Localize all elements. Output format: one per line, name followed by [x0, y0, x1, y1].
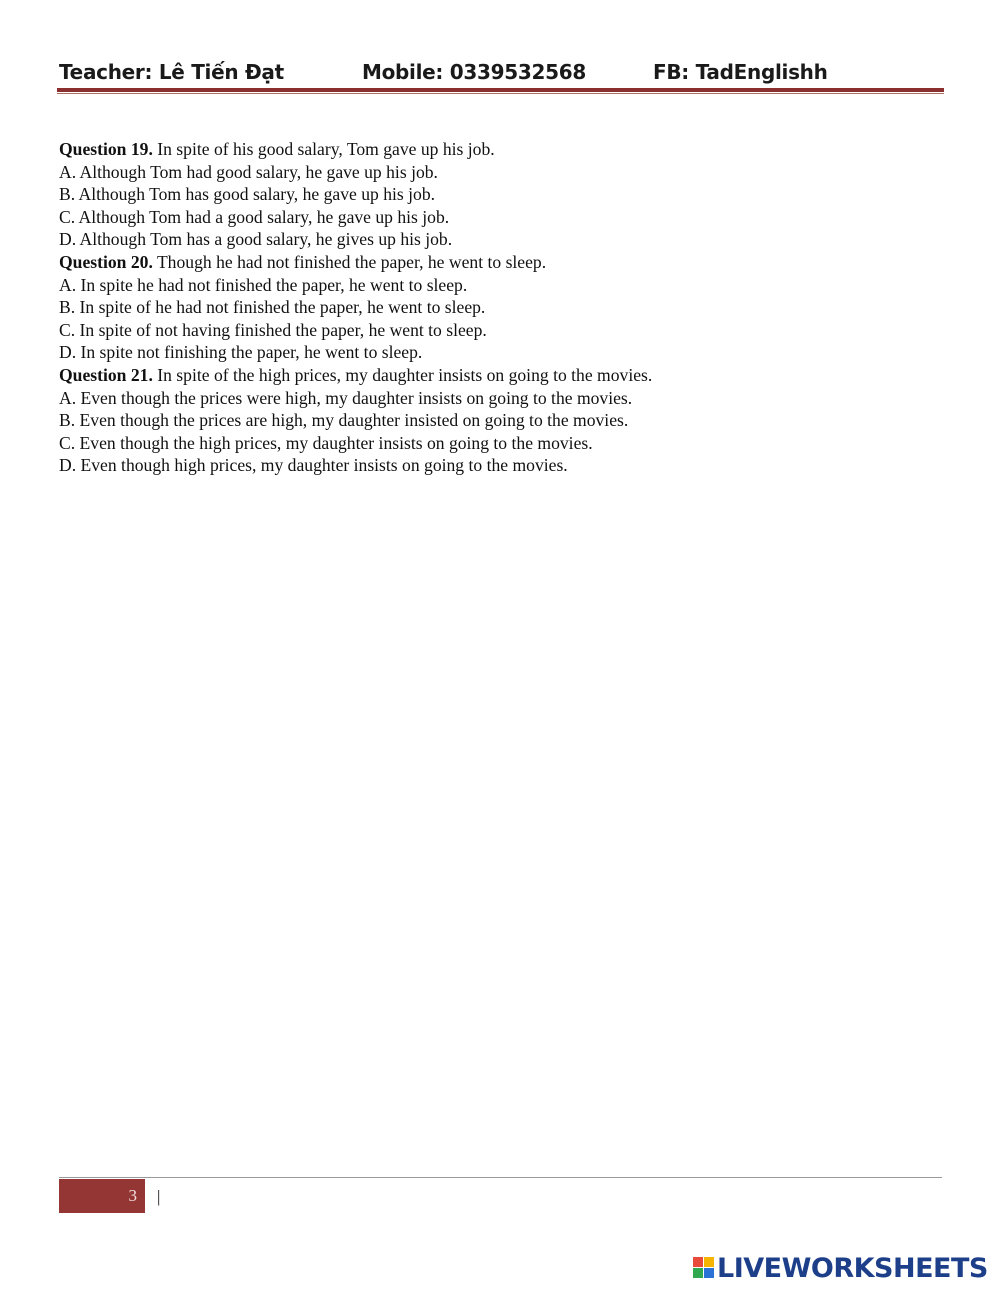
option-b: B. Although Tom has good salary, he gave up his job.	[59, 184, 436, 205]
liveworksheets-icon	[693, 1257, 715, 1279]
question-label: Question 21.	[59, 364, 153, 385]
question-label: Question 19.	[59, 139, 153, 159]
page-header	[59, 58, 943, 88]
question-line	[59, 364, 939, 387]
footer-rule	[59, 1177, 942, 1178]
footer-separator: |	[157, 1187, 161, 1206]
page-number: 3	[59, 1179, 145, 1213]
option-d: D. In spite not finishing the paper, he went to sleep.	[59, 342, 423, 363]
option-d: D. Even though high prices, my daughter insists on going to the movies.	[59, 455, 568, 476]
header-mobile: Mobile: 0339532568	[362, 60, 586, 84]
header-fb: FB: TadEnglishh	[653, 60, 828, 84]
question-stem: Though he had not finished the paper, he went to sleep.	[152, 251, 547, 272]
option-c: C. Although Tom had a good salary, he gave up his job.	[59, 206, 450, 227]
option-a: A. Although Tom had good salary, he gave up his job.	[59, 161, 438, 182]
option-b: B. In spite of he had not finished the paper, he went to sleep.	[59, 297, 486, 318]
question-label: Question 20.	[59, 251, 153, 272]
header-rule-thick	[57, 88, 944, 92]
header-teacher: Teacher: Lê Tiến Đạt	[59, 60, 284, 84]
liveworksheets-text: LIVEWORKSHEETS	[717, 1253, 988, 1284]
question-line	[59, 251, 939, 274]
option-a: A. In spite he had not finished the paper, he went to sleep.	[59, 274, 468, 295]
question-list	[59, 138, 939, 477]
header-rule-thin	[57, 93, 944, 94]
option-b: B. Even though the prices are high, my daughter insisted on going to the movies.	[59, 410, 629, 431]
question-stem: In spite of the high prices, my daughter insists on going to the movies.	[152, 364, 653, 385]
option-a: A. Even though the prices were high, my daughter insists on going to the movies.	[59, 387, 633, 408]
option-c: C. In spite of not having finished the paper, he went to sleep.	[59, 319, 487, 340]
question-stem: In spite of his good salary, Tom gave up his job.	[152, 139, 495, 159]
option-d: D. Although Tom has a good salary, he gives up his job.	[59, 229, 453, 250]
question-line	[59, 138, 939, 161]
liveworksheets-logo	[693, 1253, 993, 1285]
option-c: C. Even though the high prices, my daughter insists on going to the movies.	[59, 432, 593, 453]
